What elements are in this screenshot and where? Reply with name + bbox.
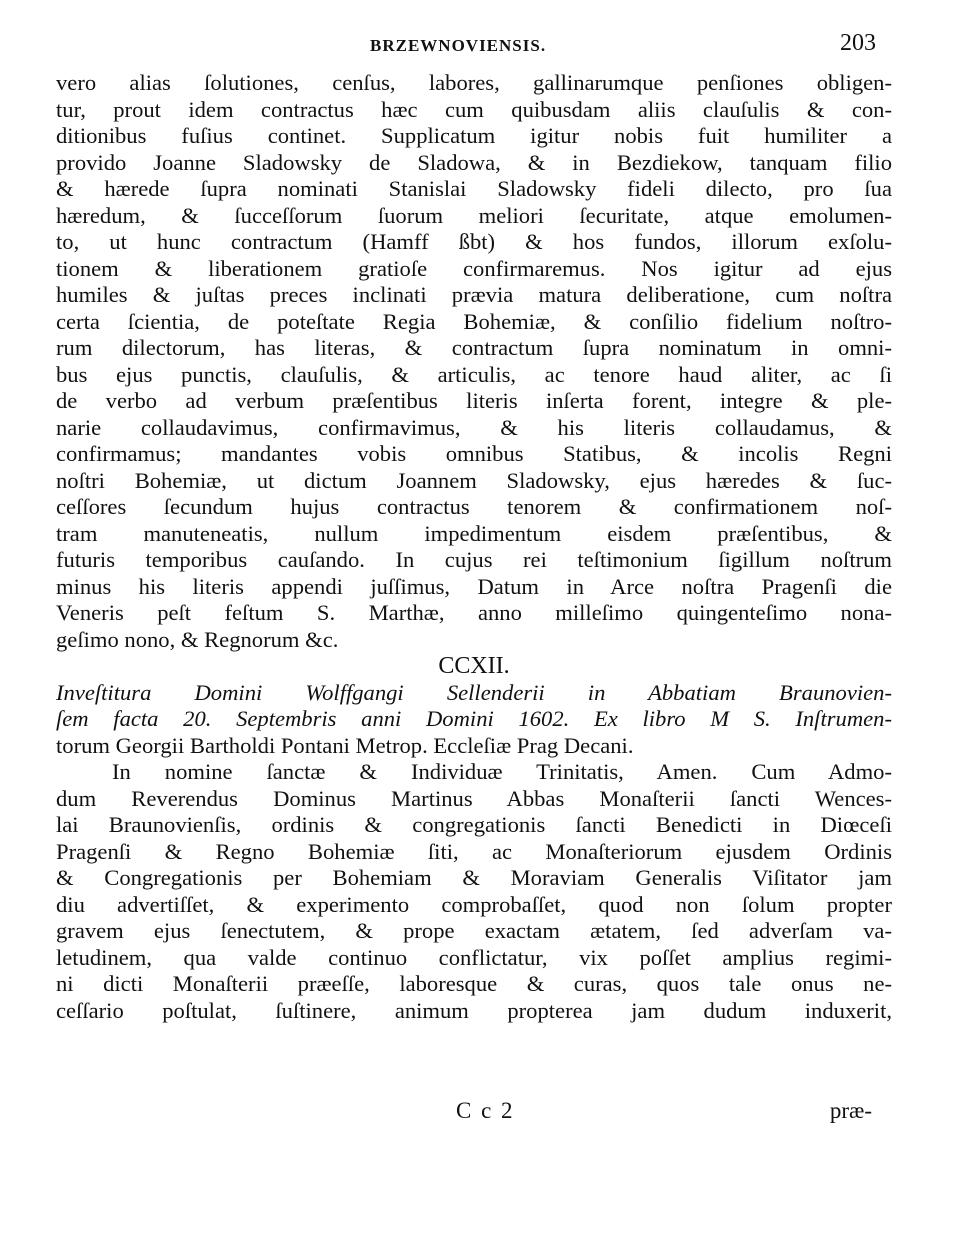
text-line: geſimo nono, & Regnorum &c. bbox=[56, 626, 339, 652]
text-line: noſtri Bohemiæ, ut dictum Joannem Sladowsky, ejus hæredes & ſuc- bbox=[56, 467, 892, 493]
section-number: CCXII. bbox=[438, 653, 510, 679]
text-line: to, ut hunc contractum (Hamff ßbt) & hos fundos, illorum exſolu- bbox=[56, 229, 892, 254]
text-line: gravem ejus ſenectutem, & prope exactam ætatem, ſed adverſam va- bbox=[56, 918, 892, 943]
text-line: ceſſario poſtulat, ſuſtinere, animum propterea jam dudum induxerit, bbox=[56, 997, 892, 1023]
text-line: & hærede ſupra nominati Stanislai Sladowsky fideli dilecto, pro ſua bbox=[56, 176, 892, 201]
signature-mark: C c 2 bbox=[456, 1098, 515, 1123]
text-line: ceſſores ſecundum hujus contractus tenorem & confirmationem noſ- bbox=[56, 494, 892, 519]
text-line: & Congregationis per Bohemiam & Moraviam Generalis Viſitator jam bbox=[56, 865, 892, 890]
text-line: tionem & liberationem gratioſe confirmaremus. Nos igitur ad ejus bbox=[56, 255, 892, 281]
section-title-line: ſem facta 20. Septembris anni Domini 1602. Ex libro M S. Inſtrumen- bbox=[56, 706, 892, 731]
text-line: futuris temporibus cauſando. In cujus rei teſtimonium ſigillum noſtrum bbox=[56, 547, 892, 572]
section-title-line: torum Georgii Bartholdi Pontani Metrop. Eccleſiæ Prag Decani. bbox=[56, 732, 634, 758]
text-line: bus ejus punctis, clauſulis, & articulis, ac tenore haud aliter, ac ſi bbox=[56, 361, 892, 387]
text-line: letudinem, qua valde continuo conflictatur, vix poſſet amplius regimi- bbox=[56, 944, 892, 970]
text-line: provido Joanne Sladowsky de Sladowa, & in Bezdiekow, tanquam filio bbox=[56, 149, 892, 175]
text-line: confirmamus; mandantes vobis omnibus Statibus, & incolis Regni bbox=[56, 441, 892, 466]
section-title-line: Inveſtitura Domini Wolffgangi Sellenderii in Abbatiam Braunovien- bbox=[56, 679, 892, 705]
running-head bbox=[0, 30, 960, 64]
text-block bbox=[56, 70, 892, 1024]
text-line: diu advertiſſet, & experimento comprobaſſet, quod non ſolum propter bbox=[56, 891, 892, 917]
text-line: de verbo ad verbum præſentibus literis inſerta forent, integre & ple- bbox=[56, 388, 892, 413]
text-line: Veneris peſt feſtum S. Marthæ, anno milleſimo quingenteſimo nona- bbox=[56, 600, 892, 625]
page-footer bbox=[56, 1098, 892, 1128]
text-line: ditionibus fuſius continet. Supplicatum igitur nobis fuit humiliter a bbox=[56, 123, 892, 148]
text-line: vero alias ſolutiones, cenſus, labores, gallinarumque penſiones obligen- bbox=[56, 70, 892, 95]
text-line: narie collaudavimus, confirmavimus, & his literis collaudamus, & bbox=[56, 414, 892, 440]
text-line: tram manuteneatis, nullum impedimentum eisdem præſentibus, & bbox=[56, 520, 892, 546]
text-line: dum Reverendus Dominus Martinus Abbas Monaſterii ſancti Wences- bbox=[56, 785, 892, 811]
text-line: rum dilectorum, has literas, & contractum ſupra nominatum in omni- bbox=[56, 335, 892, 360]
page-number: 203 bbox=[840, 30, 876, 56]
running-title: BRZEWNOVIENSIS. bbox=[370, 36, 547, 55]
text-line: humiles & juſtas preces inclinati prævia matura deliberatione, cum noſtra bbox=[56, 282, 892, 307]
text-line: minus his literis appendi juſſimus, Datum in Arce noſtra Pragenſi die bbox=[56, 573, 892, 599]
text-line: lai Braunovienſis, ordinis & congregationis ſancti Benedicti in Diœceſi bbox=[56, 812, 892, 837]
text-line: ni dicti Monaſterii præeſſe, laboresque & curas, quos tale onus ne- bbox=[56, 971, 892, 996]
text-line: tur, prout idem contractus hæc cum quibusdam aliis clauſulis & con- bbox=[56, 96, 892, 122]
text-line: Pragenſi & Regno Bohemiæ ſiti, ac Monaſteriorum ejusdem Ordinis bbox=[56, 838, 892, 864]
catchword: præ- bbox=[829, 1098, 872, 1123]
text-line: In nomine ſanctæ & Individuæ Trinitatis, Amen. Cum Admo- bbox=[112, 759, 892, 784]
text-line: hæredum, & ſucceſſorum ſuorum meliori ſecuritate, atque emolumen- bbox=[56, 202, 892, 228]
text-line: certa ſcientia, de poteſtate Regia Bohemiæ, & conſilio fidelium noſtro- bbox=[56, 308, 892, 334]
